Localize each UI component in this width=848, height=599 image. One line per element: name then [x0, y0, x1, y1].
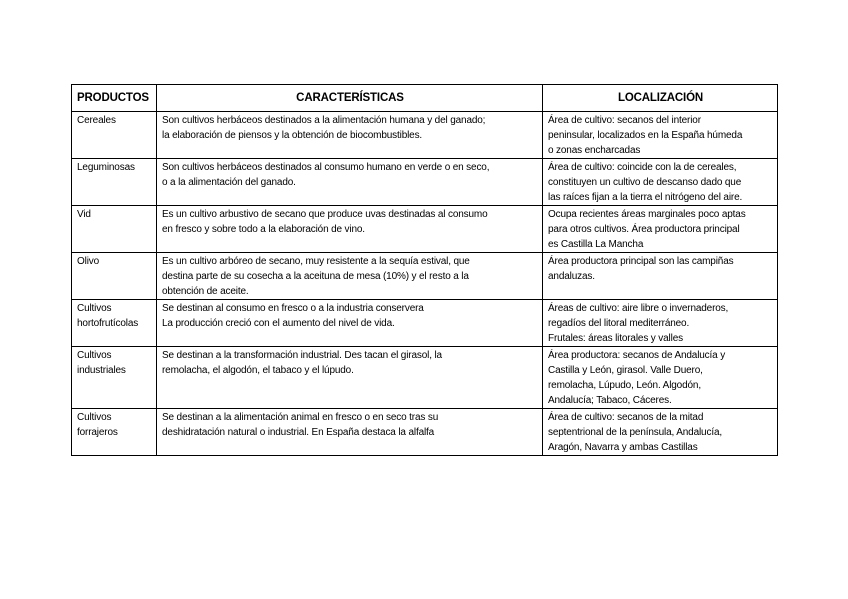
header-localizacion: LOCALIZACIÓN [543, 85, 778, 112]
cell-caracteristicas [157, 112, 543, 159]
cell-caracteristicas [157, 206, 543, 253]
table-row [72, 253, 778, 300]
header-caracteristicas: CARACTERÍSTICAS [157, 85, 543, 112]
cell-line: es Castilla La Mancha [548, 239, 644, 250]
cell-line: Cultivos [77, 412, 112, 423]
cell-line: Área de cultivo: secanos de la mitad [548, 412, 704, 423]
cell-line: Se destinan al consumo en fresco o a la industria conservera [162, 303, 424, 314]
cell-line: la elaboración de piensos y la obtención de biocombustibles. [162, 130, 423, 141]
cell-line: Área productora: secanos de Andalucía y [548, 350, 726, 361]
cell-caracteristicas [157, 409, 543, 456]
cell-line: peninsular, localizados en la España húmeda [548, 130, 743, 141]
cell-producto [72, 206, 157, 253]
cell-line: Leguminosas [77, 162, 135, 173]
cell-line: Cultivos [77, 350, 112, 361]
cell-line: Es un cultivo arbustivo de secano que produce uvas destinadas al consumo [162, 209, 488, 220]
cell-line: forrajeros [77, 427, 118, 438]
cell-line: deshidratación natural o industrial. En España destaca la alfalfa [162, 427, 435, 438]
cell-line: destina parte de su cosecha a la aceituna de mesa (10%) y el resto a la [162, 271, 469, 282]
table-row [72, 206, 778, 253]
cell-localizacion [543, 206, 778, 253]
cell-localizacion [543, 112, 778, 159]
cell-line: Ocupa recientes áreas marginales poco aptas [548, 209, 746, 220]
cell-line: las raíces fijan a la tierra el nitrógeno del aire. [548, 192, 743, 203]
cell-localizacion [543, 253, 778, 300]
cell-producto [72, 159, 157, 206]
cell-localizacion [543, 159, 778, 206]
cell-caracteristicas [157, 347, 543, 409]
cell-line: o a la alimentación del ganado. [162, 177, 296, 188]
header-row [72, 85, 778, 112]
cell-line: en fresco y sobre todo a la elaboración de vino. [162, 224, 365, 235]
cell-caracteristicas [157, 253, 543, 300]
header-productos: PRODUCTOS [72, 85, 157, 112]
cell-line: Son cultivos herbáceos destinados al consumo humano en verde o en seco, [162, 162, 490, 173]
cell-line: Olivo [77, 256, 100, 267]
cell-localizacion [543, 409, 778, 456]
cell-caracteristicas [157, 159, 543, 206]
cell-line: septentrional de la península, Andalucía, [548, 427, 722, 438]
table-row [72, 347, 778, 409]
cell-line: Área productora principal son las campiñas [548, 256, 734, 267]
table-row [72, 300, 778, 347]
cell-producto [72, 347, 157, 409]
cell-line: Se destinan a la alimentación animal en fresco o en seco tras su [162, 412, 439, 423]
cell-line: Se destinan a la transformación industrial. Des tacan el girasol, la [162, 350, 442, 361]
cell-line: La producción creció con el aumento del nivel de vida. [162, 318, 395, 329]
cell-line: Frutales: áreas litorales y valles [548, 333, 683, 344]
cell-producto [72, 300, 157, 347]
cell-line: Área de cultivo: coincide con la de cereales, [548, 162, 737, 173]
table-row [72, 159, 778, 206]
table-row [72, 112, 778, 159]
cell-line: Es un cultivo arbóreo de secano, muy resistente a la sequía estival, que [162, 256, 470, 267]
table-row [72, 409, 778, 456]
cell-line: Áreas de cultivo: aire libre o invernaderos, [548, 303, 729, 314]
crops-table [71, 84, 778, 456]
cell-line: o zonas encharcadas [548, 145, 641, 156]
cell-line: constituyen un cultivo de descanso dado que [548, 177, 742, 188]
cell-line: Área de cultivo: secanos del interior [548, 115, 701, 126]
cell-line: Andalucía; Tabaco, Cáceres. [548, 395, 672, 406]
cell-producto [72, 112, 157, 159]
cell-line: remolacha, el algodón, el tabaco y el lúpudo. [162, 365, 354, 376]
cell-line: Cultivos [77, 303, 112, 314]
cell-producto [72, 409, 157, 456]
cell-line: para otros cultivos. Área productora principal [548, 224, 740, 235]
cell-line: remolacha, Lúpudo, León. Algodón, [548, 380, 701, 391]
cell-line: Aragón, Navarra y ambas Castillas [548, 442, 698, 453]
cell-localizacion [543, 300, 778, 347]
cell-line: Castilla y León, girasol. Valle Duero, [548, 365, 703, 376]
cell-producto [72, 253, 157, 300]
cell-line: hortofrutícolas [77, 318, 139, 329]
cell-line: industriales [77, 365, 126, 376]
cell-line: obtención de aceite. [162, 286, 249, 297]
cell-localizacion [543, 347, 778, 409]
cell-line: regadíos del litoral mediterráneo. [548, 318, 690, 329]
cell-line: Son cultivos herbáceos destinados a la alimentación humana y del ganado; [162, 115, 486, 126]
cell-line: Vid [77, 209, 91, 220]
cell-line: andaluzas. [548, 271, 595, 282]
cell-caracteristicas [157, 300, 543, 347]
cell-line: Cereales [77, 115, 116, 126]
